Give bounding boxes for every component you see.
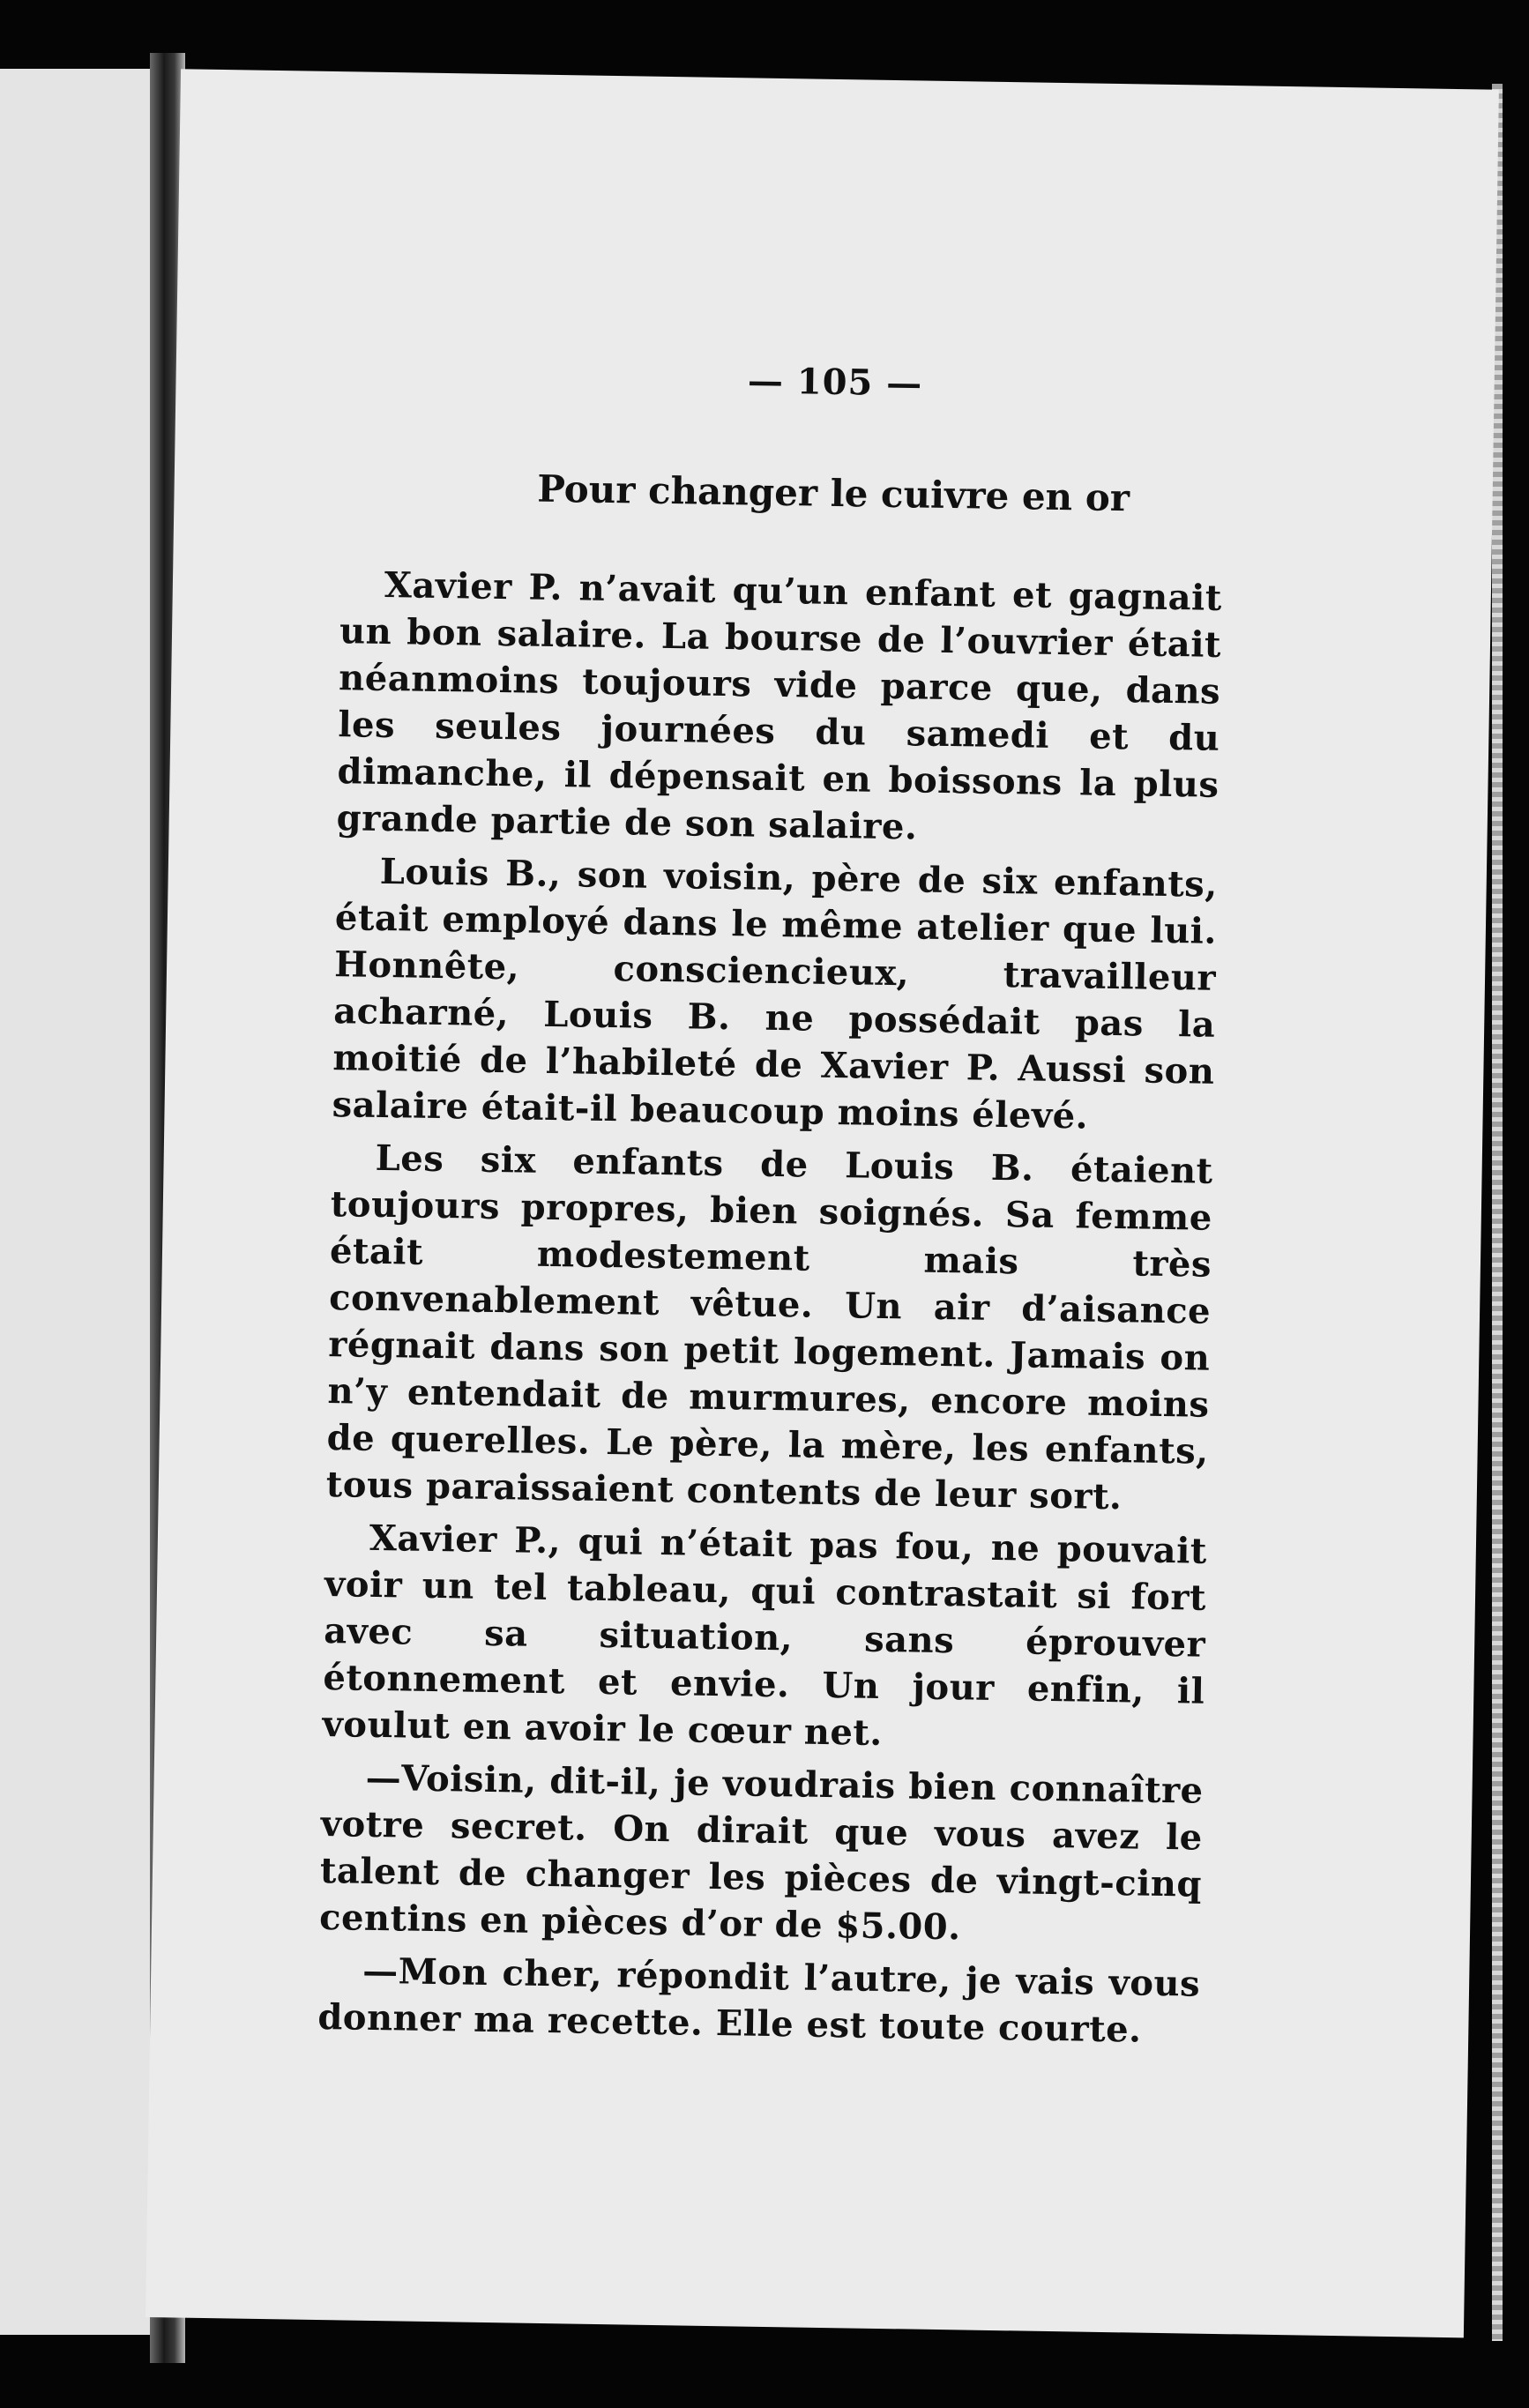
- paragraph: —Mon cher, répondit l’autre, je vais vous donner ma recette. Elle est toute courte.: [317, 1950, 1201, 2051]
- body-text: [317, 561, 1222, 2060]
- paragraph: Louis B., son voisin, père de six enfants, était employé dans le même atelier que lui. Honnête, consciencieux, travailleur acharné, Louis B. ne possédait pas la moitié de l’habileté de Xavier P. Aussi son salaire était-il beaucoup moins élevé.: [332, 850, 1219, 1137]
- page-number: — 105 —: [747, 360, 923, 405]
- left-page-edge: [0, 69, 150, 2335]
- paragraph: —Voisin, dit-il, je voudrais bien connaître votre secret. On dirait que vous avez le talent de changer les pièces de vingt-cinq centins en pièces d’or de $5.00.: [318, 1756, 1204, 1949]
- chapter-title: Pour changer le cuivre en or: [536, 466, 1130, 520]
- paragraph: Xavier P. n’avait qu’un enfant et gagnait un bon salaire. La bourse de l’ouvrier était néanmoins toujours vide parce que, dans les seules journées du samedi et du dimanche, il dépensait en boissons la plus grande partie de son salaire.: [336, 563, 1223, 848]
- paragraph: Les six enfants de Louis B. étaient toujours propres, bien soignés. Sa femme était modestement mais très convenablement vêtue. Un air d’aisance régnait dans son petit logement. Jamais on n’y entendait de murmures, encore moins de querelles. Le père, la mère, les enfants, tous paraissaient contents de leur sort.: [325, 1137, 1213, 1518]
- book-page: [145, 69, 1499, 2337]
- paragraph: Xavier P., qui n’était pas fou, ne pouvait voir un tel tableau, qui contrastait si fort avec sa situation, sans éprouver étonnement et envie. Un jour enfin, il voulut en avoir le cœur net.: [322, 1517, 1208, 1754]
